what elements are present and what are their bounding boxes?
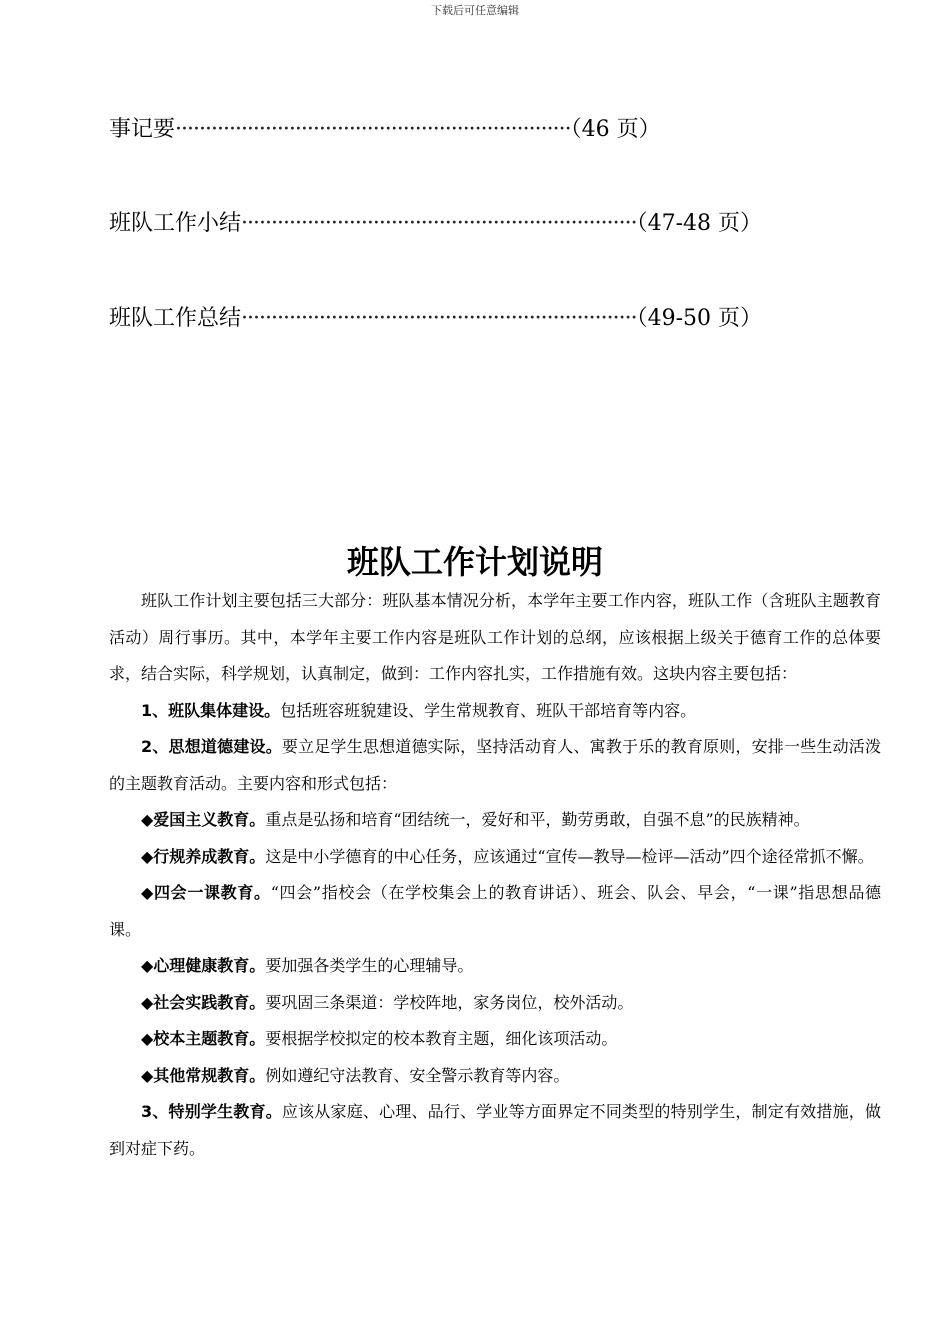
paragraph xyxy=(109,985,881,1022)
paragraph xyxy=(109,729,881,802)
toc-leader: ·································································· xyxy=(241,211,637,236)
toc-entry xyxy=(109,210,762,238)
paragraph-text: “四会”指校会（在学校集会上的教育讲话）、班会、队会、早会，“一课”指思想品德课。 xyxy=(109,883,881,939)
paragraph-text: 要立足学生思想道德实际，坚持活动育人、寓教于乐的教育原则，安排一些生动活泼的主题教育活动。主要内容和形式包括： xyxy=(109,737,881,793)
toc-label: 班队工作总结 xyxy=(109,306,242,331)
paragraph-lead: 3、特别学生教育。 xyxy=(141,1102,282,1121)
paragraph-lead: ◆校本主题教育。 xyxy=(141,1029,266,1048)
paragraph-text: 包括班容班貌建设、学生常规教育、班队干部培育等内容。 xyxy=(280,700,697,720)
toc-page: （47-48 页） xyxy=(636,211,762,236)
paragraph xyxy=(109,802,881,839)
paragraph-text: 应该从家庭、心理、品行、学业等方面界定不同类型的特别学生，制定有效措施，做到对症下药。 xyxy=(109,1102,881,1158)
paragraph-text: 重点是弘扬和培育“团结统一，爱好和平，勤劳勇敢，自强不息”的民族精神。 xyxy=(265,810,810,829)
paragraph-text: 要根据学校拟定的校本教育主题，细化该项活动。 xyxy=(265,1029,618,1048)
toc-label: 班队工作小结 xyxy=(109,211,242,236)
paragraph-lead: ◆社会实践教育。 xyxy=(141,992,266,1012)
toc-leader: ·································································· xyxy=(175,117,571,142)
toc-label: 事记要 xyxy=(109,117,176,142)
page-header: 下载后可任意编辑 xyxy=(431,4,519,17)
paragraph xyxy=(109,948,881,985)
paragraph-lead: ◆心理健康教育。 xyxy=(141,956,266,975)
paragraph-lead: 1、班队集体建设。 xyxy=(141,700,281,720)
toc-entry xyxy=(109,116,661,144)
paragraph xyxy=(109,1058,881,1095)
paragraph-lead: ◆爱国主义教育。 xyxy=(141,810,266,829)
paragraph-text: 要巩固三条渠道：学校阵地，家务岗位，校外活动。 xyxy=(265,992,634,1012)
section-title: 班队工作计划说明 xyxy=(346,543,603,581)
paragraph-lead: ◆四会一课教育。 xyxy=(141,883,271,902)
toc-page: （46 页） xyxy=(570,117,661,142)
toc-leader: ·································································· xyxy=(241,306,637,331)
paragraph-text: 例如遵纪守法教育、安全警示教育等内容。 xyxy=(265,1065,570,1085)
body-text xyxy=(109,583,881,1167)
paragraph xyxy=(109,693,881,730)
paragraph-text: 要加强各类学生的心理辅导。 xyxy=(265,956,474,975)
paragraph-lead: 2、思想道德建设。 xyxy=(141,737,282,756)
paragraph-lead: ◆行规养成教育。 xyxy=(141,846,266,866)
paragraph xyxy=(109,583,881,693)
paragraph-lead: ◆其他常规教育。 xyxy=(141,1065,266,1085)
paragraph xyxy=(109,839,881,876)
paragraph xyxy=(109,875,881,948)
paragraph xyxy=(109,1021,881,1058)
paragraph-text: 班队工作计划主要包括三大部分：班队基本情况分析，本学年主要工作内容，班队工作（含班队主题教育活动）周行事历。其中，本学年主要工作内容是班队工作计划的总纲，应该根据上级关于德育工作的总体要求，结合实际，科学规划，认真制定，做到：工作内容扎实，工作措施有效。这块内容主要包括： xyxy=(109,591,881,683)
paragraph xyxy=(109,1094,881,1167)
paragraph-text: 这是中小学德育的中心任务，应该通过“宣传—教导—检评—活动”四个途径常抓不懈。 xyxy=(265,846,874,866)
toc-page: （49-50 页） xyxy=(636,306,762,331)
toc-entry xyxy=(109,305,762,333)
